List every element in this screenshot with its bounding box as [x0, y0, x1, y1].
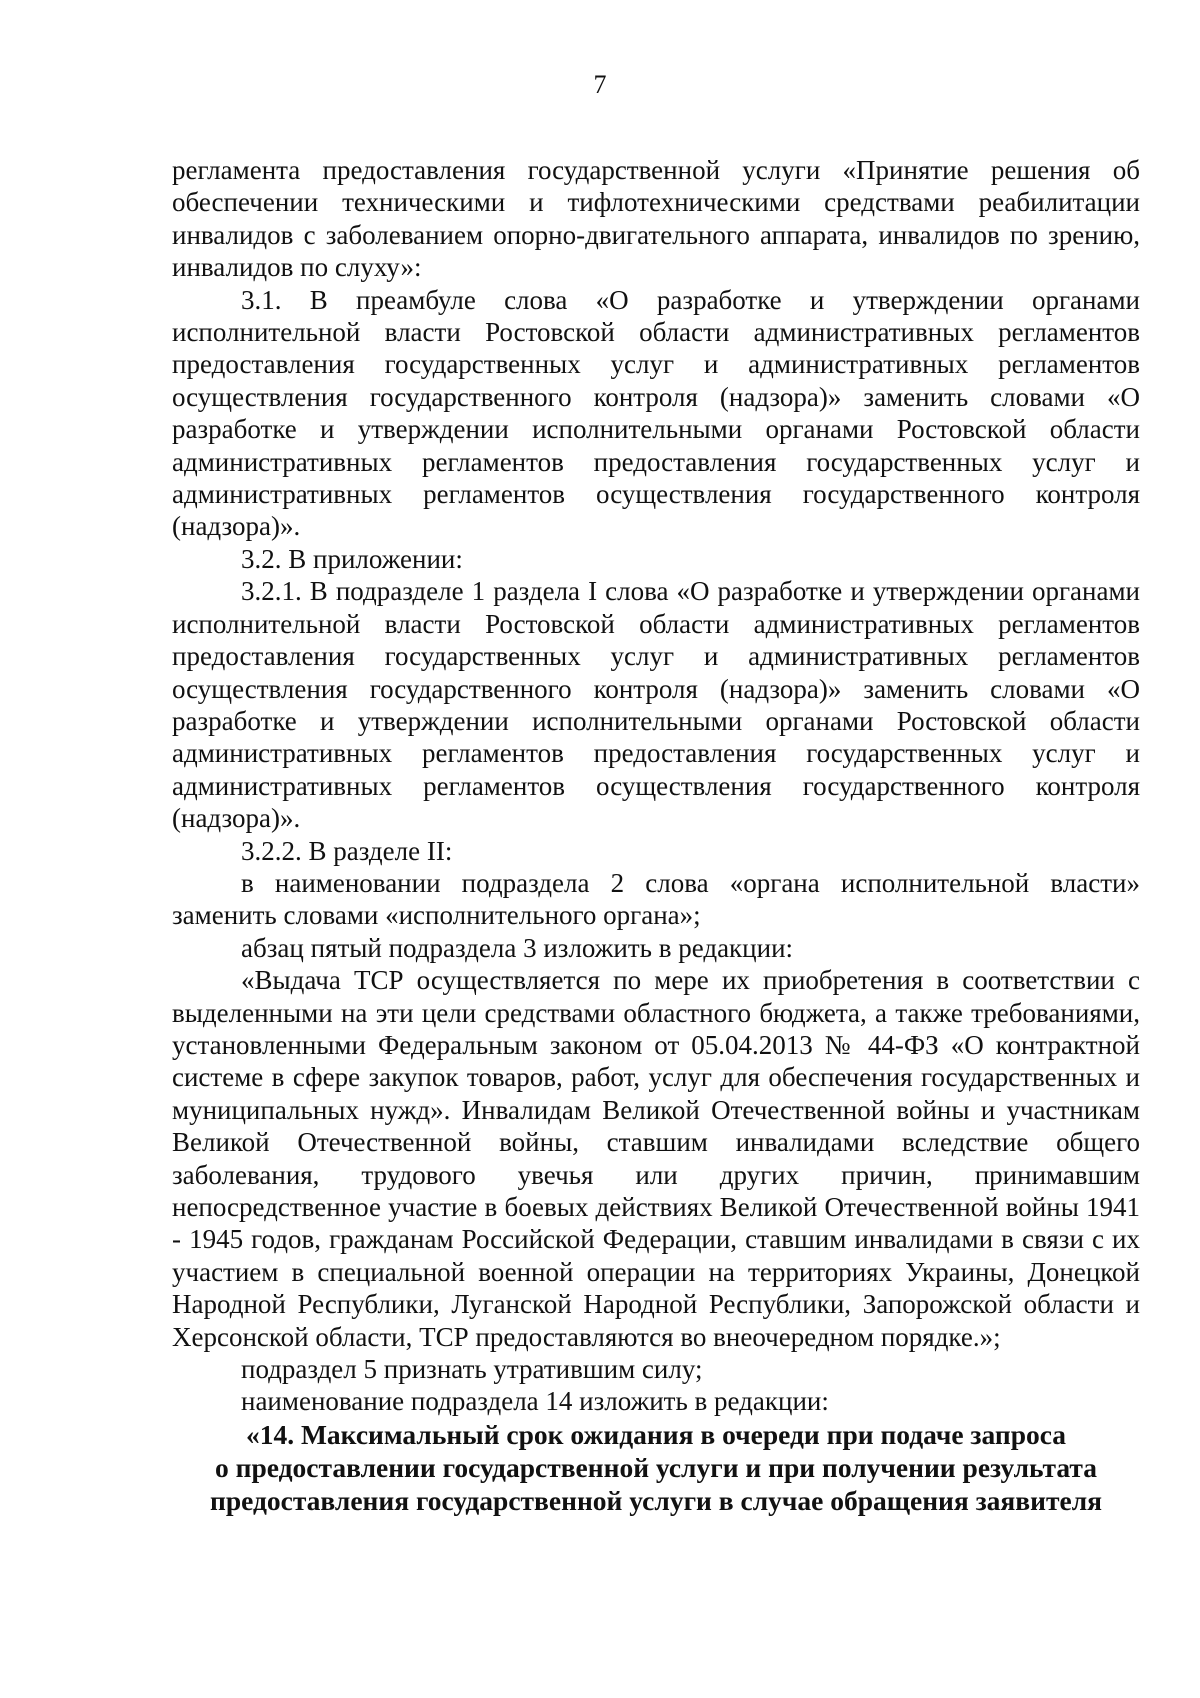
paragraph-3-2: 3.2. В приложении:: [241, 543, 463, 574]
paragraph-tsr-issuance: «Выдача ТСР осуществляется по мере их приобретения в соответствии с выделенными на эти цели средствами областного бюджета, а также требованиями, установленными Федеральным законом от 05.04.2013 № 44-ФЗ «О контрактной системе в сфере закупок товаров, работ, услуг для обеспечения государственных и муниципальных нужд». Инвалидам Великой Отечественной войны и участникам Великой Отечественной войны, ставшим инвалидами вследствие общего заболевания, трудового увечья или других причин, принимавшим непосредственное участие в боевых действиях Великой Отечественной войны 1941 - 1945 годов, гражданам Российской Федерации, ставшим инвалидами в связи с их участием в специальной военной операции на территориях Украины, Донецкой Народной Республики, Луганской Народной Республики, Запорожской области и Херсонской области, ТСР предоставляются во внеочередном порядке.»;: [172, 965, 1140, 1352]
paragraph-3-1: 3.1. В преамбуле слова «О разработке и утверждении органами исполнительной власти Ростовской области административных регламентов предоставления государственных услуг и административных регламентов осуществления государственного контроля (надзора)» заменить словами «О разработке и утверждении исполнительными органами Ростовской области административных регламентов предоставления государственных услуг и административных регламентов осуществления государственного контроля (надзора)».: [172, 284, 1140, 542]
heading-line: предоставления государственной услуги в случае обращения заявителя: [209, 1484, 1103, 1516]
paragraph-subsection-5: подраздел 5 признать утратившим силу;: [241, 1354, 703, 1385]
paragraph-subsection-2-name: в наименовании подраздела 2 слова «органа исполнительной власти» заменить словами «исполнительного органа»;: [172, 867, 1140, 931]
paragraph-intro: регламента предоставления государственной услуги «Принятие решения об обеспечении техническими и тифлотехническими средствами реабилитации инвалидов с заболеванием опорно-двигательного аппарата, инвалидов по зрению, инвалидов по слуху»:: [172, 155, 1140, 283]
heading-line: о предоставлении государственной услуги и при получении результата: [215, 1451, 1097, 1483]
page-number: 7: [593, 70, 607, 99]
document-body: [172, 154, 1140, 1517]
paragraph-subsection-3-intro: абзац пятый подраздела 3 изложить в редакции:: [241, 932, 794, 963]
paragraph-3-2-1: 3.2.1. В подразделе 1 раздела I слова «О разработке и утверждении органами исполнительной власти Ростовской области административных регламентов предоставления государственных услуг и административных регламентов осуществления государственного контроля (надзора)» заменить словами «О разработке и утверждении исполнительными органами Ростовской области административных регламентов предоставления государственных услуг и административных регламентов осуществления государственного контроля (надзора)».: [172, 576, 1140, 834]
paragraph-3-2-2: 3.2.2. В разделе II:: [241, 835, 453, 866]
paragraph-subsection-14-intro: наименование подраздела 14 изложить в редакции:: [241, 1386, 829, 1417]
section-heading-14: [172, 1418, 1140, 1517]
heading-line: «14. Максимальный срок ожидания в очереди при подаче запроса: [245, 1418, 1067, 1450]
